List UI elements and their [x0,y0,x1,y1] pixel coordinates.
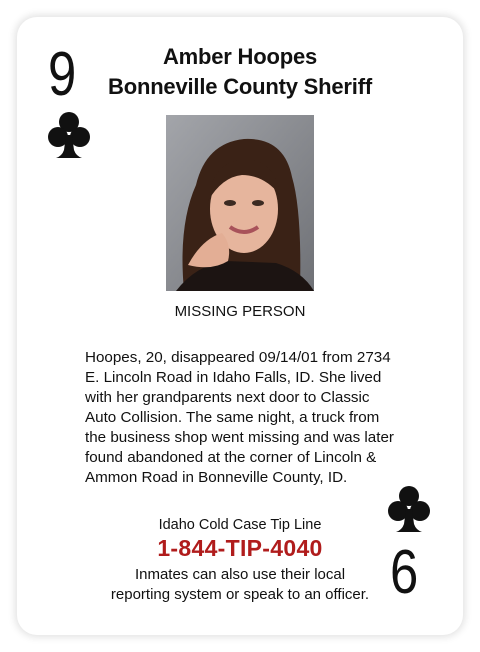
inmate-note-line-1: Inmates can also use their local [134,566,346,583]
agency-name: Bonneville County Sheriff [108,74,372,99]
club-icon [388,484,430,534]
person-name: Amber Hoopes [162,44,318,69]
inmate-note [90,565,390,605]
club-icon [48,110,90,160]
tipline-label: Idaho Cold Case Tip Line [158,517,322,533]
tipline-phone[interactable]: 1-844-TIP-4040 [157,535,323,561]
category-label: MISSING PERSON [174,303,306,320]
case-description: Hoopes, 20, disappeared 09/14/01 from 2734 E. Lincoln Road in Idaho Falls, ID. She lived with her grandparents next door to Classic Auto Collision. The same night, a truck from the business shop went missing and was later found abandoned at the corner of Lincoln & Ammon Road in Bonneville County, ID. [85,349,394,486]
inmate-note-line-2: reporting system or speak to an officer. [110,586,370,603]
person-photo [166,115,314,291]
card-rank-top: 9 [48,40,77,109]
card-rank-bottom: 6 [390,538,419,607]
